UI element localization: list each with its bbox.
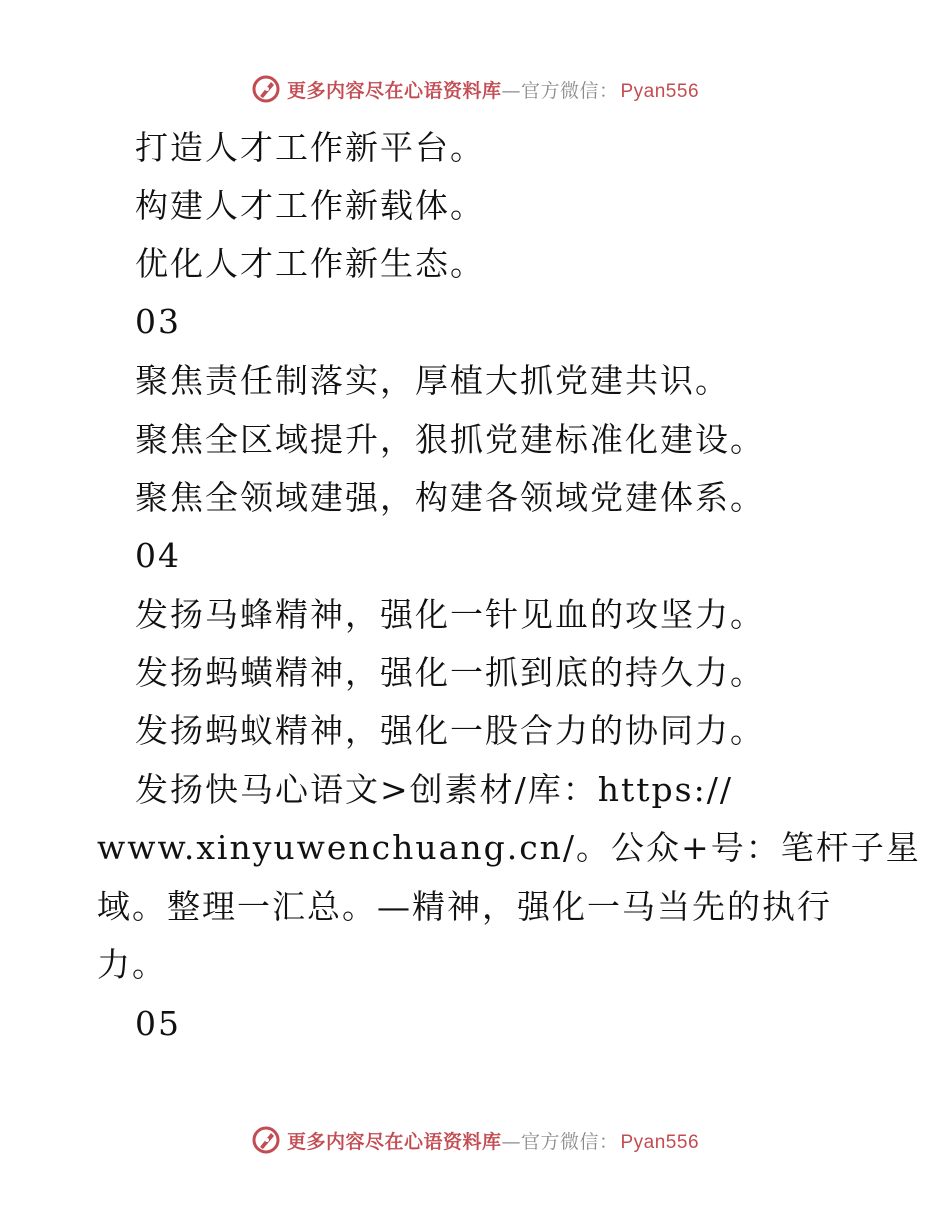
text-line: 聚焦责任制落实，厚植大抓党建共识。 bbox=[135, 361, 730, 400]
text-line: 打造人才工作新平台。 bbox=[135, 128, 485, 167]
banner-separator: — bbox=[501, 1130, 521, 1153]
pen-nib-logo-icon bbox=[251, 74, 281, 104]
text-line: 构建人才工作新载体。 bbox=[135, 186, 485, 225]
banner-wechat-id: Pyan556 bbox=[620, 1131, 700, 1153]
pen-nib-logo-icon bbox=[251, 1125, 281, 1155]
banner-wechat-label: 官方微信： bbox=[520, 79, 619, 102]
banner-wechat-id: Pyan556 bbox=[620, 80, 700, 102]
footer-banner bbox=[0, 1120, 950, 1160]
text-line: 优化人才工作新生态。 bbox=[135, 244, 485, 283]
section-number: 05 bbox=[135, 1004, 181, 1043]
banner-title: 更多内容尽在心语资料库 bbox=[286, 79, 502, 102]
text-line: 发扬蚂蟥精神，强化一抓到底的持久力。 bbox=[135, 653, 765, 692]
text-line: 发扬马蜂精神，强化一针见血的攻坚力。 bbox=[135, 595, 765, 634]
text-line: 聚焦全领域建强，构建各领域党建体系。 bbox=[135, 478, 765, 517]
text-line: 域。整理一汇总。—精神，强化一马当先的执行 bbox=[97, 887, 832, 926]
text-line: 发扬快马心语文>创素材/库：https:// bbox=[135, 770, 733, 809]
banner-wechat-label: 官方微信： bbox=[520, 1130, 619, 1153]
section-number: 03 bbox=[135, 302, 181, 341]
text-line: 力。 bbox=[97, 945, 167, 984]
header-banner bbox=[0, 69, 950, 109]
section-number: 04 bbox=[135, 536, 181, 575]
banner-separator: — bbox=[501, 79, 521, 102]
banner-title: 更多内容尽在心语资料库 bbox=[286, 1130, 502, 1153]
text-line: 发扬蚂蚁精神，强化一股合力的协同力。 bbox=[135, 711, 765, 750]
text-line: 聚焦全区域提升，狠抓党建标准化建设。 bbox=[135, 420, 765, 459]
text-line: www.xinyuwenchuang.cn/。公众+号：笔杆子星 bbox=[97, 828, 921, 867]
